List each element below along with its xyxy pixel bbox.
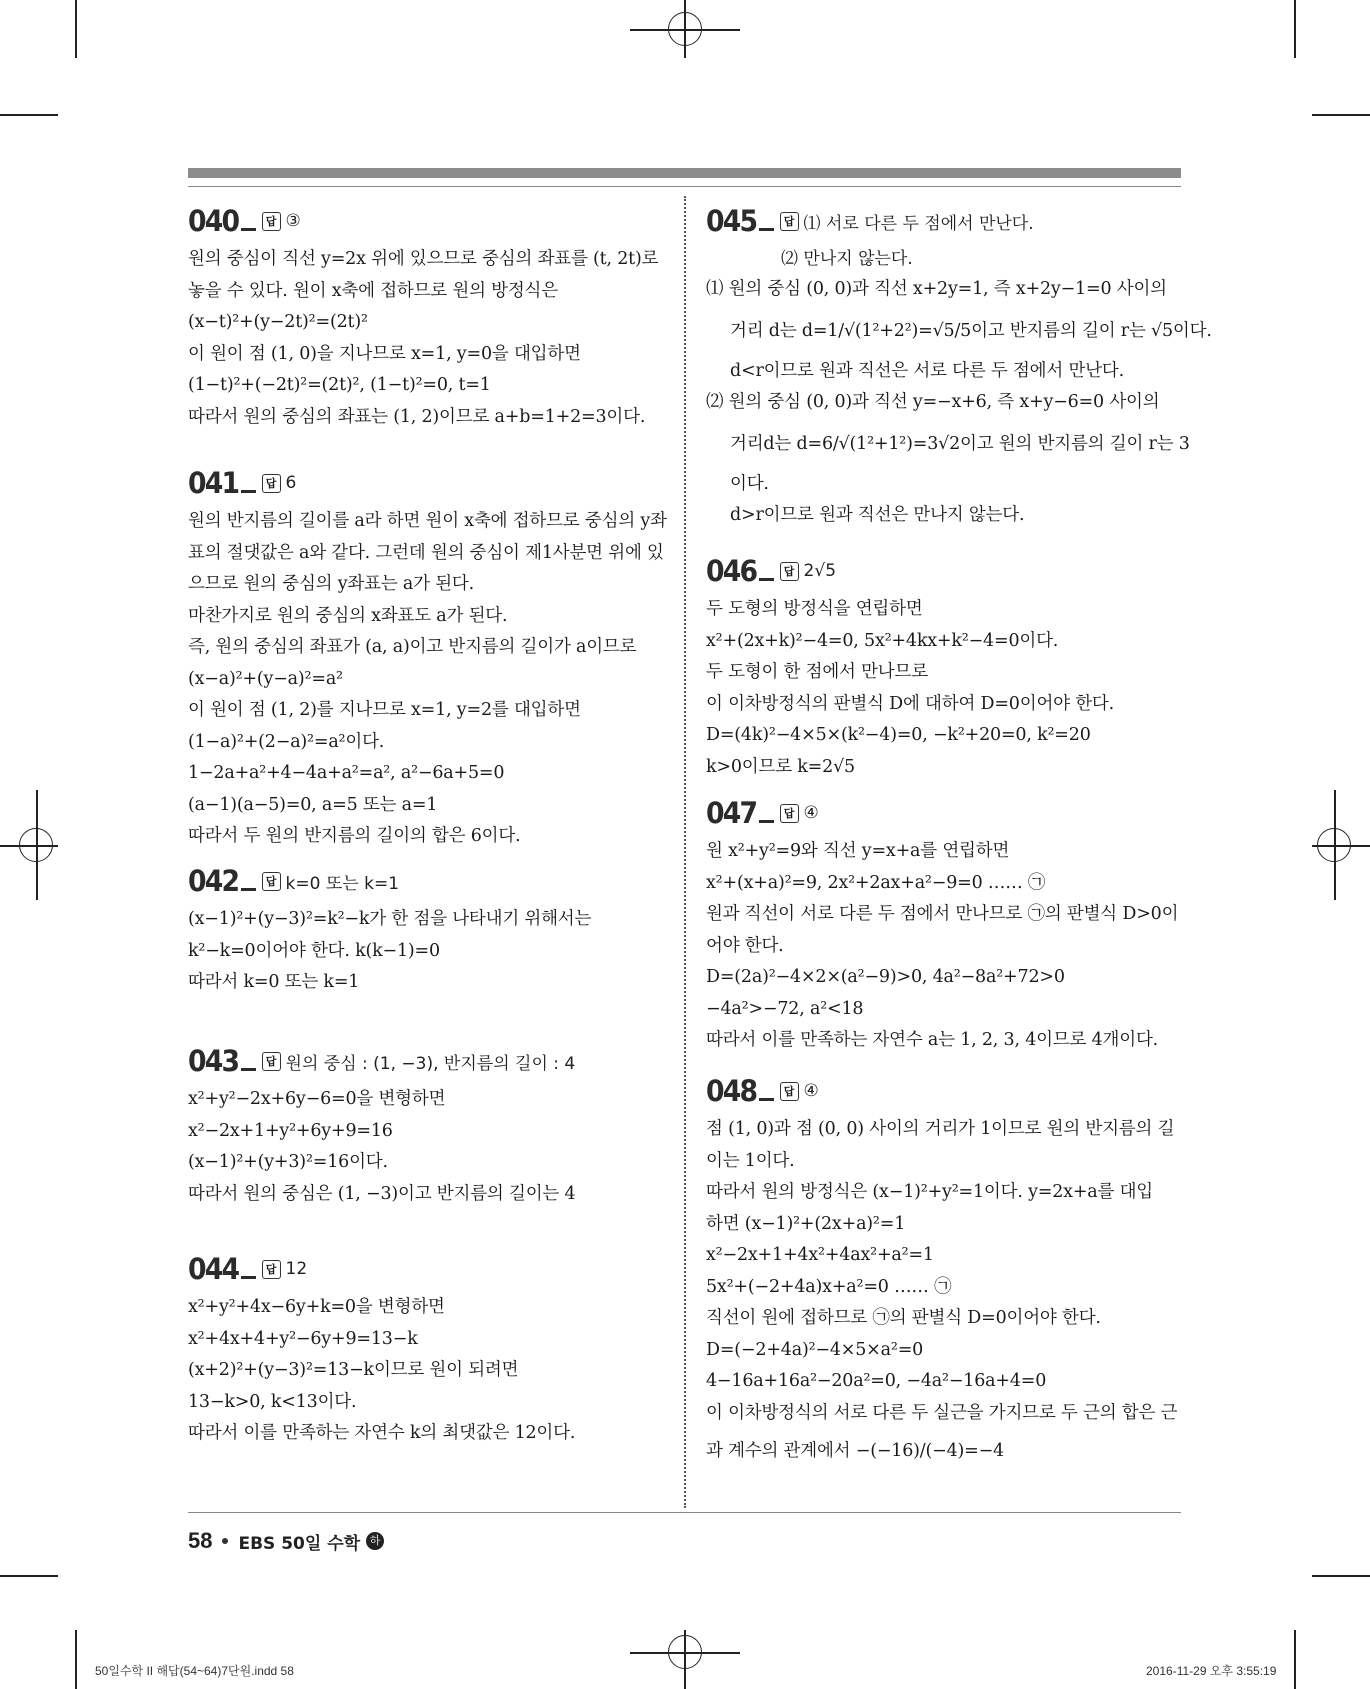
problem-header [188, 1040, 663, 1082]
problem-040 [188, 200, 663, 462]
answer: ④ [803, 1081, 819, 1101]
solution-line: 4−16a+16a²−20a²=0, −4a²−16a+4=0 [706, 1371, 1047, 1391]
problem-number: 047 [706, 796, 757, 830]
solution-line: (x−1)²+(y+3)²=16이다. [188, 1152, 388, 1172]
problem-number: 043 [188, 1044, 239, 1078]
solution-line: 이 원이 점 (1, 2)를 지나므로 x=1, y=2를 대입하면 [188, 700, 581, 720]
problem-048 [706, 1070, 1181, 1473]
registration-mark [684, 1630, 686, 1689]
problem-number: 048 [706, 1074, 757, 1108]
crop-mark [75, 1630, 77, 1689]
number-underscore [759, 578, 774, 581]
left-column [188, 200, 667, 1450]
solution-line: x²+(x+a)²=9, 2x²+2ax+a²−9=0 …… ㉠ [706, 872, 1046, 893]
header-bar [188, 168, 1181, 178]
number-underscore [241, 1068, 256, 1071]
number-underscore [759, 228, 774, 231]
problem-041 [188, 462, 667, 860]
crop-mark [1312, 1575, 1370, 1577]
solution-line: D=(−2+4a)²−4×5×a²=0 [706, 1339, 924, 1360]
solution-line: x²−2x+1+4x²+4ax²+a²=1 [706, 1245, 934, 1265]
solution-line: ⑴ 원의 중심 (0, 0)과 직선 x+2y=1, 즉 x+2y−1=0 사이의 [706, 279, 1167, 299]
answer-part-2: ⑵ 만나지 않는다. [781, 249, 913, 269]
problem-header [706, 792, 1181, 834]
problem-number: 044 [188, 1252, 239, 1286]
number-underscore [241, 1276, 256, 1279]
solution-line: 이 이차방정식의 서로 다른 두 실근을 가지므로 두 근의 합은 근 [706, 1402, 1178, 1423]
registration-mark [0, 845, 58, 847]
solution-line: (x+2)²+(y−3)²=13−k이므로 원이 되려면 [188, 1360, 519, 1380]
problem-046 [706, 550, 1181, 792]
crop-mark [1294, 0, 1296, 58]
problem-042 [188, 860, 663, 1040]
solution-line: 두 도형이 한 점에서 만나므로 [706, 662, 928, 682]
problem-header [188, 860, 663, 902]
solution-line: 거리d는 d=6/√(1²+1²)=3√2이고 원의 반지름의 길이 r는 3 [730, 433, 1190, 454]
solution-line: 따라서 k=0 또는 k=1 [188, 972, 360, 992]
solution-line: (1−t)²+(−2t)²=(2t)², (1−t)²=0, t=1 [188, 375, 491, 395]
number-underscore [241, 490, 256, 493]
problem-header [706, 200, 1181, 242]
answer: 2√5 [803, 561, 837, 581]
solution-line: 이 이차방정식의 판별식 D에 대하여 D=0이어야 한다. [706, 693, 1114, 714]
answer-box: 답 [262, 474, 281, 493]
solution-line: 과 계수의 관계에서 −(−16)/(−4)=−4 [706, 1441, 1004, 1461]
print-slug-file: 50일수학 II 해답(54~64)7단원.indd 58 [95, 1664, 294, 1678]
header-rule [188, 186, 1181, 187]
solution-line: 원의 반지름의 길이를 a라 하면 원이 x축에 접하므로 중심의 y좌 [188, 511, 667, 531]
crop-mark [75, 0, 77, 58]
solution-line: 5x²+(−2+4a)x+a²=0 …… ㉠ [706, 1276, 952, 1297]
solution-line: −4a²>−72, a²<18 [706, 998, 864, 1019]
solution-line: 따라서 두 원의 반지름의 길이의 합은 6이다. [188, 826, 521, 846]
solution-line: 마찬가지로 원의 중심의 x좌표도 a가 된다. [188, 605, 508, 626]
solution-line: k>0이므로 k=2√5 [706, 756, 855, 777]
solution-line: 직선이 원에 접하므로 ㉠의 판별식 D=0이어야 한다. [706, 1308, 1101, 1328]
solution-line: x²+(2x+k)²−4=0, 5x²+4kx+k²−4=0이다. [706, 630, 1059, 651]
solution-line: D=(2a)²−4×2×(a²−9)>0, 4a²−8a²+72>0 [706, 967, 1065, 987]
solution-line: 원과 직선이 서로 다른 두 점에서 만나므로 ㉠의 판별식 D>0이 [706, 904, 1179, 924]
solution-line: d<r이므로 원과 직선은 서로 다른 두 점에서 만난다. [730, 360, 1124, 381]
answer: ⑴ 서로 다른 두 점에서 만난다. [803, 213, 1034, 234]
number-underscore [241, 228, 256, 231]
solution-line: ⑵ 원의 중심 (0, 0)과 직선 y=−x+6, 즉 x+y−6=0 사이의 [706, 392, 1160, 412]
problem-header [188, 1248, 663, 1290]
number-underscore [241, 888, 256, 891]
solution-line: 원의 중심이 직선 y=2x 위에 있으므로 중심의 좌표를 (t, 2t)로 [188, 249, 659, 269]
registration-mark [1334, 790, 1336, 900]
crop-mark [0, 114, 58, 116]
problem-044 [188, 1248, 663, 1450]
solution-line: 즉, 원의 중심의 좌표가 (a, a)이고 반지름의 길이가 a이므로 [188, 637, 637, 657]
problem-header [706, 550, 1181, 592]
solution-line: 따라서 원의 중심의 좌표는 (1, 2)이므로 a+b=1+2=3이다. [188, 406, 646, 427]
answer: 6 [285, 473, 297, 493]
solution-line: (a−1)(a−5)=0, a=5 또는 a=1 [188, 794, 438, 815]
column-divider [684, 196, 686, 1508]
answer: 12 [285, 1259, 308, 1279]
crop-mark [1312, 114, 1370, 116]
solution-line: x²−2x+1+y²+6y+9=16 [188, 1120, 393, 1141]
problem-045 [706, 200, 1212, 550]
answer-box: 답 [262, 1260, 281, 1279]
problem-header [188, 462, 663, 504]
answer: ③ [285, 211, 301, 231]
answer: ④ [803, 803, 819, 823]
solution-line: 표의 절댓값은 a와 같다. 그런데 원의 중심이 제1사분면 위에 있 [188, 542, 664, 563]
solution-line: 따라서 이를 만족하는 자연수 a는 1, 2, 3, 4이므로 4개이다. [706, 1030, 1159, 1050]
book-title: EBS 50일 수학 [238, 1533, 361, 1554]
registration-mark [36, 790, 38, 900]
crop-mark [1294, 1630, 1296, 1689]
answer-box: 답 [262, 872, 281, 891]
solution-line: (x−t)²+(y−2t)²=(2t)² [188, 312, 368, 332]
solution-line: 두 도형의 방정식을 연립하면 [706, 599, 923, 619]
answer-box: 답 [262, 212, 281, 231]
print-slug-date: 2016-11-29 오후 3:55:19 [1146, 1664, 1277, 1678]
solution-line: 하면 (x−1)²+(2x+a)²=1 [706, 1213, 906, 1234]
problem-043 [188, 1040, 663, 1248]
answer-box: 답 [262, 1052, 281, 1071]
solution-line: 따라서 원의 중심은 (1, −3)이고 반지름의 길이는 4 [188, 1183, 576, 1204]
registration-mark [684, 0, 686, 58]
answer: k=0 또는 k=1 [285, 873, 400, 894]
solution-line: (x−1)²+(y−3)²=k²−k가 한 점을 나타내기 위해서는 [188, 909, 592, 929]
answer-box: 답 [780, 212, 799, 231]
solution-line: 어야 한다. [706, 935, 784, 956]
problem-number: 041 [188, 466, 239, 500]
level-badge: 하 [366, 1532, 384, 1550]
solution-line: 따라서 이를 만족하는 자연수 k의 최댓값은 12이다. [188, 1423, 576, 1443]
solution-line: 으므로 원의 중심의 y좌표는 a가 된다. [188, 574, 474, 594]
number-underscore [759, 820, 774, 823]
problem-header [706, 1070, 1181, 1112]
solution-line: d>r이므로 원과 직선은 만나지 않는다. [730, 505, 1025, 525]
solution-line: 원 x²+y²=9와 직선 y=x+a를 연립하면 [706, 841, 1010, 861]
solution-line: 이다. [730, 473, 769, 494]
answer-box: 답 [780, 1082, 799, 1101]
problem-047 [706, 792, 1181, 1070]
solution-line: 따라서 원의 방정식은 (x−1)²+y²=1이다. y=2x+a를 대입 [706, 1182, 1153, 1202]
crop-mark [0, 1575, 58, 1577]
problem-number: 045 [706, 204, 757, 238]
footer-rule [188, 1512, 1181, 1513]
solution-line: 이 원이 점 (1, 0)을 지나므로 x=1, y=0을 대입하면 [188, 343, 581, 364]
solution-line: x²+4x+4+y²−6y+9=13−k [188, 1328, 418, 1349]
solution-line: x²+y²−2x+6y−6=0을 변형하면 [188, 1089, 446, 1109]
answer: 원의 중심 : (1, −3), 반지름의 길이 : 4 [285, 1053, 576, 1074]
problem-number: 046 [706, 554, 757, 588]
solution-line: 놓을 수 있다. 원이 x축에 접하므로 원의 방정식은 [188, 280, 558, 301]
bullet-icon [222, 1538, 228, 1544]
problem-header [188, 200, 663, 242]
solution-line: 이는 1이다. [706, 1150, 795, 1171]
solution-line: x²+y²+4x−6y+k=0을 변형하면 [188, 1297, 445, 1317]
solution-line: 1−2a+a²+4−4a+a²=a², a²−6a+5=0 [188, 763, 505, 783]
problem-number: 042 [188, 864, 239, 898]
solution-line: (x−a)²+(y−a)²=a² [188, 668, 343, 689]
number-underscore [759, 1098, 774, 1101]
solution-line: (1−a)²+(2−a)²=a²이다. [188, 731, 385, 752]
solution-line: k²−k=0이어야 한다. k(k−1)=0 [188, 940, 440, 961]
answer-box: 답 [780, 562, 799, 581]
registration-mark [1312, 845, 1370, 847]
page-footer [188, 1528, 384, 1554]
answer-box: 답 [780, 804, 799, 823]
solution-line: D=(4k)²−4×5×(k²−4)=0, −k²+20=0, k²=20 [706, 725, 1091, 745]
solution-line: 거리 d는 d=1/√(1²+2²)=√5/5이고 반지름의 길이 r는 √5이다. [730, 320, 1212, 341]
solution-line: 13−k>0, k<13이다. [188, 1391, 357, 1412]
page-number: 58 [188, 1528, 213, 1553]
problem-number: 040 [188, 204, 239, 238]
solution-line: 점 (1, 0)과 점 (0, 0) 사이의 거리가 1이므로 원의 반지름의 길 [706, 1119, 1175, 1139]
right-column [706, 200, 1212, 1473]
